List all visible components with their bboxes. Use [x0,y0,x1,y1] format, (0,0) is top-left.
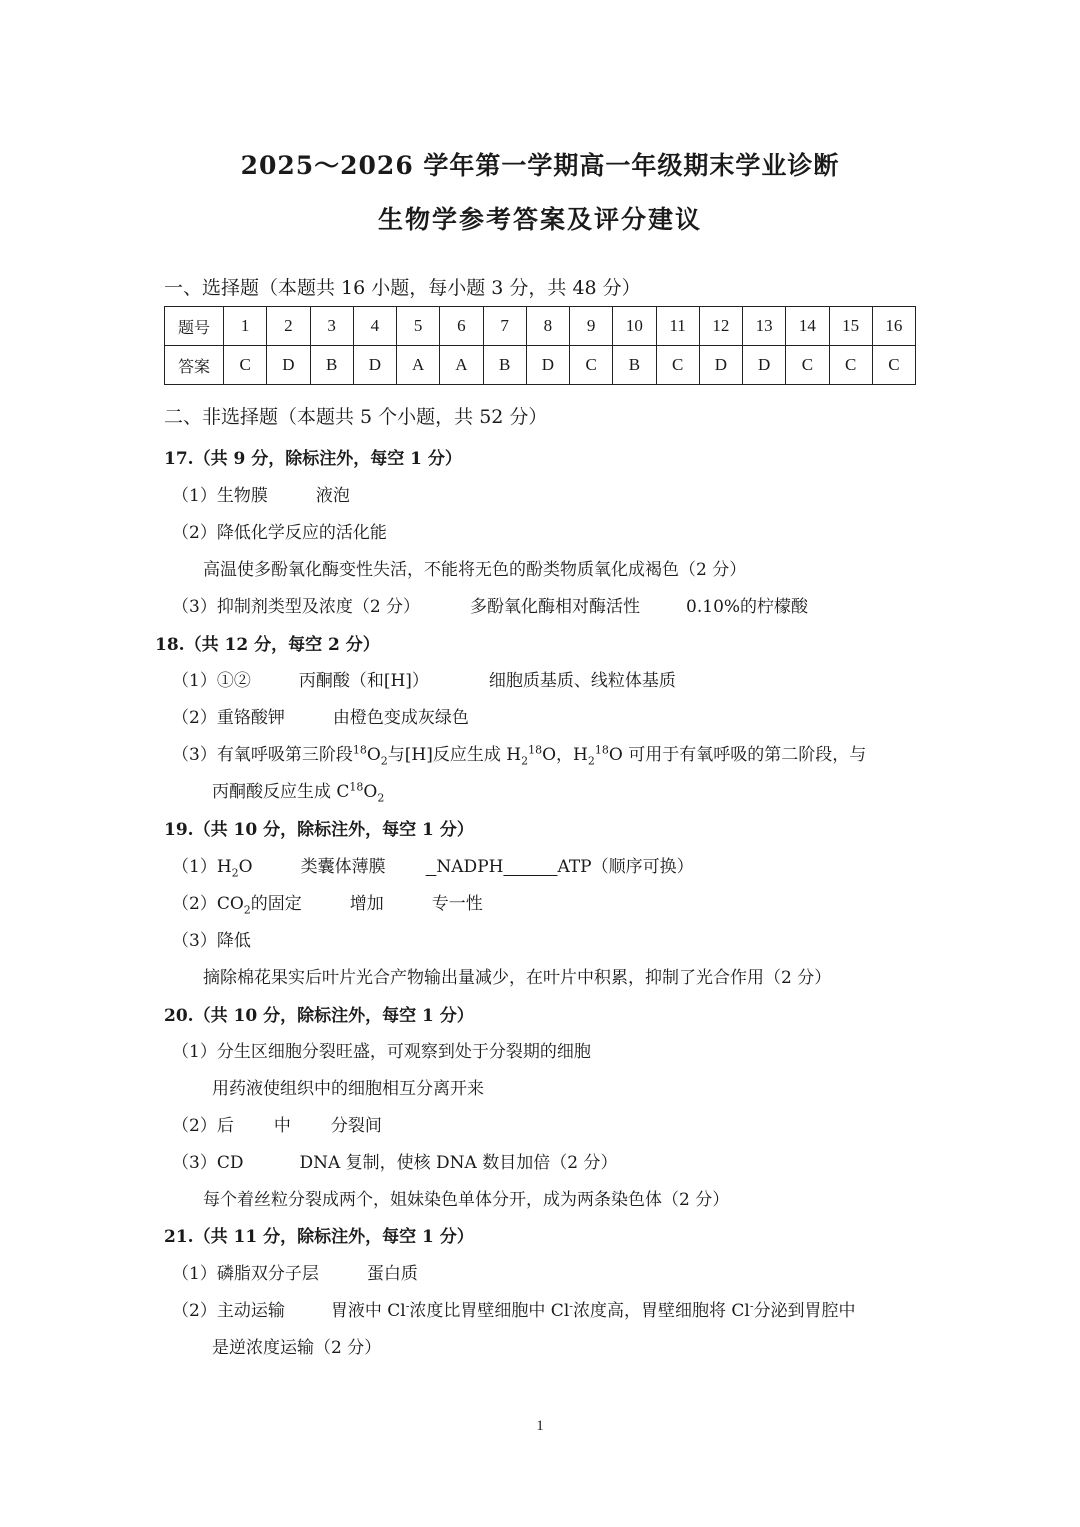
question-number-cell: 7 [483,307,526,346]
answer-cell: B [310,346,353,385]
q20-l3-b: 中 [273,1116,291,1136]
q17-line4 [172,592,808,617]
q19-l1-b: O [238,857,253,877]
part2-heading: 二、非选择题（本题共 5 个小题，共 52 分） [164,406,548,428]
q20-line2: 用药液使组织中的细胞相互分离开来 [212,1079,484,1099]
answer-cell: C [829,346,872,385]
q18-line1 [172,666,676,691]
answer-cell: C [872,346,915,385]
q19-l1-d: NADPH ATP [436,857,592,877]
answer-cell: D [526,346,569,385]
question-number-cell: 6 [440,307,483,346]
document-subtitle: 生物学参考答案及评分建议 [377,205,702,234]
answer-cell: A [440,346,483,385]
answer-table [164,306,916,385]
q19-l2-d: 专一性 [431,894,483,914]
q19-l1-sub: 2 [231,866,239,880]
q18-l4-b: O [363,782,378,802]
q20-line3 [172,1111,382,1136]
q19-l1-f: （顺序可换） [591,857,694,877]
question-number-cell: 5 [397,307,440,346]
q18-l3-a: （3）有氧呼吸第三阶段 [172,745,353,765]
q21-l2-b: 胃液中 Cl [330,1301,406,1321]
q20-line5: 每个着丝粒分裂成两个，姐妹染色单体分开，成为两条染色体（2 分） [203,1190,730,1210]
answer-cell: D [353,346,396,385]
q19-l2-a: （2）CO [172,894,244,914]
q19-line4: 摘除棉花果实后叶片光合产物输出量减少，在叶片中积累，抑制了光合作用（2 分） [203,968,832,988]
q20-line4 [172,1148,617,1173]
question-number-cell: 4 [353,307,396,346]
answer-cell: C [224,346,267,385]
q17-title: 17.（共 9 分，除标注外，每空 1 分） [164,449,462,469]
q19-title: 19.（共 10 分，除标注外，每空 1 分） [164,820,474,840]
answer-cell: C [570,346,613,385]
q19-line1 [172,852,694,879]
question-number-cell: 11 [656,307,699,346]
q18-l4-sup: 18 [349,780,364,794]
answer-cell: D [743,346,786,385]
document-title: 2025～2026 学年第一学期高一年级期末学业诊断 [240,151,840,180]
answer-cell: B [483,346,526,385]
q18-line4 [212,777,384,804]
q20-l4-a: （3）CD [172,1153,244,1173]
q21-line2 [172,1296,856,1321]
q19-line3: （3）降低 [172,931,251,951]
q18-l1-b: 丙酮酸（和[H]） [298,671,429,691]
q18-l3-sub1: 2 [380,754,388,768]
q19-l1-a: （1）H [172,857,232,877]
row-label-answer: 答案 [165,346,224,385]
question-number-cell: 14 [786,307,829,346]
question-number-cell: 15 [829,307,872,346]
q18-l3-sup3: 18 [594,743,609,757]
question-number-cell: 8 [526,307,569,346]
page-number: 1 [536,1418,544,1434]
answer-cell: C [786,346,829,385]
q19-l2-sub: 2 [243,903,251,917]
answer-cell: D [699,346,742,385]
q17-line2: （2）降低化学反应的活化能 [172,523,387,543]
q21-l2-e: 分泌到胃腔中 [753,1301,856,1321]
q17-l1-b: 液泡 [315,486,350,506]
q19-l2-c: 增加 [349,894,384,914]
q19-l1-c: 类囊体薄膜 [300,857,386,877]
number-row [165,307,916,346]
q18-l2-b: 由橙色变成灰绿色 [332,708,469,728]
q21-title: 21.（共 11 分，除标注外，每空 1 分） [164,1227,474,1247]
q18-l3-sub3: 2 [587,754,595,768]
answer-cell: D [267,346,310,385]
q18-l1-a: （1）①② [172,671,251,691]
q17-l1-a: （1）生物膜 [172,486,268,506]
q17-line1 [172,481,350,506]
question-number-cell: 16 [872,307,915,346]
question-number-cell: 9 [570,307,613,346]
answer-cell: B [613,346,656,385]
answer-cell: A [397,346,440,385]
answer-row [165,346,916,385]
q18-title: 18.（共 12 分，每空 2 分） [155,635,380,655]
question-number-cell: 12 [699,307,742,346]
q18-l3-d: O，H [542,745,588,765]
q20-line1: （1）分生区细胞分裂旺盛，可观察到处于分裂期的细胞 [172,1042,591,1062]
q20-l3-c: 分裂间 [330,1116,382,1136]
q21-l2-sup3: - [749,1299,754,1313]
q21-line1 [172,1259,418,1284]
question-number-cell: 13 [743,307,786,346]
q17-l4-a: （3）抑制剂类型及浓度（2 分） [172,597,421,617]
part1-heading: 一、选择题（本题共 16 小题，每小题 3 分，共 48 分） [164,277,641,299]
question-number-cell: 3 [310,307,353,346]
question-number-cell: 2 [267,307,310,346]
q18-line3 [172,740,866,767]
q21-l2-sup2: - [569,1299,573,1313]
q18-l3-e: O 可用于有氧呼吸的第二阶段，与 [608,745,867,765]
q21-l2-d: 浓度高，胃壁细胞将 Cl [572,1301,750,1321]
q20-l3-a: （2）后 [172,1116,234,1136]
q18-l1-c: 细胞质基质、线粒体基质 [488,671,676,691]
q21-l1-b: 蛋白质 [366,1264,418,1284]
q18-line2 [172,703,469,728]
q21-l2-c: 浓度比胃壁细胞中 Cl [409,1301,570,1321]
q17-l4-c: 0.10%的柠檬酸 [686,597,809,617]
q19-line2 [172,889,483,916]
q18-l4-sub: 2 [377,791,385,805]
q18-l3-sup2: 18 [528,743,543,757]
q19-l2-b: 的固定 [250,894,302,914]
q18-l2-a: （2）重铬酸钾 [172,708,285,728]
q21-l2-sup1: - [405,1299,410,1313]
q21-l2-a: （2）主动运输 [172,1301,285,1321]
q18-l3-sub2: 2 [521,754,529,768]
q21-l1-a: （1）磷脂双分子层 [172,1264,319,1284]
q17-line3: 高温使多酚氧化酶变性失活，不能将无色的酚类物质氧化成褐色（2 分） [203,560,747,580]
answer-cell: C [656,346,699,385]
q20-l4-b: DNA 复制，使核 DNA 数目加倍（2 分） [299,1153,618,1173]
q21-line3: 是逆浓度运输（2 分） [212,1338,382,1358]
q18-l3-c: 与[H]反应生成 H [387,745,522,765]
question-number-cell: 1 [224,307,267,346]
q18-l3-b: O [366,745,381,765]
row-label-number: 题号 [165,307,224,346]
q17-l4-b: 多酚氧化酶相对酶活性 [470,597,641,617]
q20-title: 20.（共 10 分，除标注外，每空 1 分） [164,1006,474,1026]
q18-l3-sup1: 18 [352,743,367,757]
question-number-cell: 10 [613,307,656,346]
q18-l4-a: 丙酮酸反应生成 C [212,782,350,802]
